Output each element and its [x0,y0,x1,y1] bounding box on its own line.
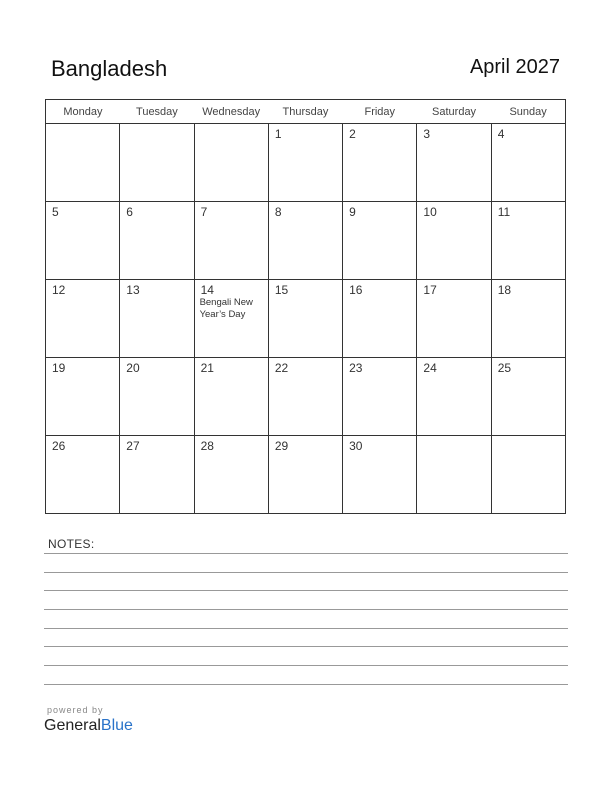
day-number: 30 [349,439,363,453]
day-cell [417,280,491,358]
day-cell [343,358,417,436]
day-cell [194,124,268,202]
note-line [44,590,568,591]
day-number: 20 [126,361,140,375]
day-number: 22 [274,361,289,375]
weekday-wednesday: Wednesday [194,100,268,124]
generalblue-logo [44,717,133,735]
day-cell [417,124,491,202]
day-cell [194,358,268,436]
day-number: 4 [497,127,505,141]
day-cell [120,202,194,280]
weekday-sunday: Sunday [491,100,565,124]
day-number: 18 [497,283,512,297]
day-cell [120,124,194,202]
day-cell [417,358,491,436]
day-cell [46,280,120,358]
day-cell [491,436,565,514]
day-cell [491,280,565,358]
day-cell [491,202,565,280]
day-cell [491,358,565,436]
weekday-thursday: Thursday [268,100,342,124]
day-cell [268,202,342,280]
day-cell [268,436,342,514]
day-number: 25 [497,361,512,375]
day-cell [343,124,417,202]
day-cell [268,280,342,358]
week-row [46,436,566,514]
day-number: 29 [274,439,289,453]
logo-blue: Blue [100,717,133,734]
day-cell [46,436,120,514]
day-cell [268,358,342,436]
day-number: 26 [52,439,66,453]
day-cell [194,202,268,280]
weekday-saturday: Saturday [417,100,491,124]
day-number: 27 [126,439,140,453]
day-cell [194,436,268,514]
day-cell [46,124,120,202]
day-number: 3 [423,127,431,141]
weekday-monday: Monday [46,100,120,124]
day-number: 23 [349,361,363,375]
note-line [44,553,568,554]
day-number: 14 [200,283,214,297]
day-cell [120,358,194,436]
day-number: 24 [423,361,437,375]
weekday-tuesday: Tuesday [120,100,194,124]
day-number: 12 [52,283,66,297]
day-cell [268,124,342,202]
day-cell [46,202,120,280]
note-line [44,609,568,610]
note-line [44,646,568,647]
day-cell [194,280,268,358]
day-cell [120,280,194,358]
week-row [46,280,566,358]
day-cell [417,202,491,280]
week-row [46,124,566,202]
day-cell [491,124,565,202]
day-number: 2 [349,127,356,141]
note-line [44,665,568,666]
note-line [44,684,568,685]
day-number: 15 [274,283,289,297]
day-cell [46,358,120,436]
calendar-grid [45,99,566,514]
month-year-title: April 2027 [469,56,560,78]
weekday-header-row [46,100,566,124]
day-number: 19 [52,361,66,375]
day-cell [417,436,491,514]
day-number: 13 [126,283,140,297]
day-number: 5 [52,205,59,219]
note-line [44,572,568,573]
day-number: 28 [200,439,214,453]
logo-general: General [44,717,101,734]
day-number: 10 [423,205,437,219]
powered-by-text: powered by [47,705,104,715]
day-number: 1 [274,127,282,141]
day-number: 7 [200,205,208,219]
day-cell [120,436,194,514]
day-cell [343,202,417,280]
day-number: 16 [349,283,363,297]
note-line [44,628,568,629]
day-number: 9 [349,205,356,219]
day-number: 6 [126,205,133,219]
day-number: 17 [423,283,437,297]
week-row [46,358,566,436]
day-cell [343,436,417,514]
day-number: 21 [200,361,214,375]
holiday-label: Bengali New Year’s Day [199,297,253,320]
weekday-friday: Friday [343,100,417,124]
country-title: Bangladesh [51,56,168,81]
notes-label: NOTES: [48,537,95,551]
day-number: 8 [274,205,282,219]
week-row [46,202,566,280]
day-cell [343,280,417,358]
day-number: 11 [497,205,511,219]
